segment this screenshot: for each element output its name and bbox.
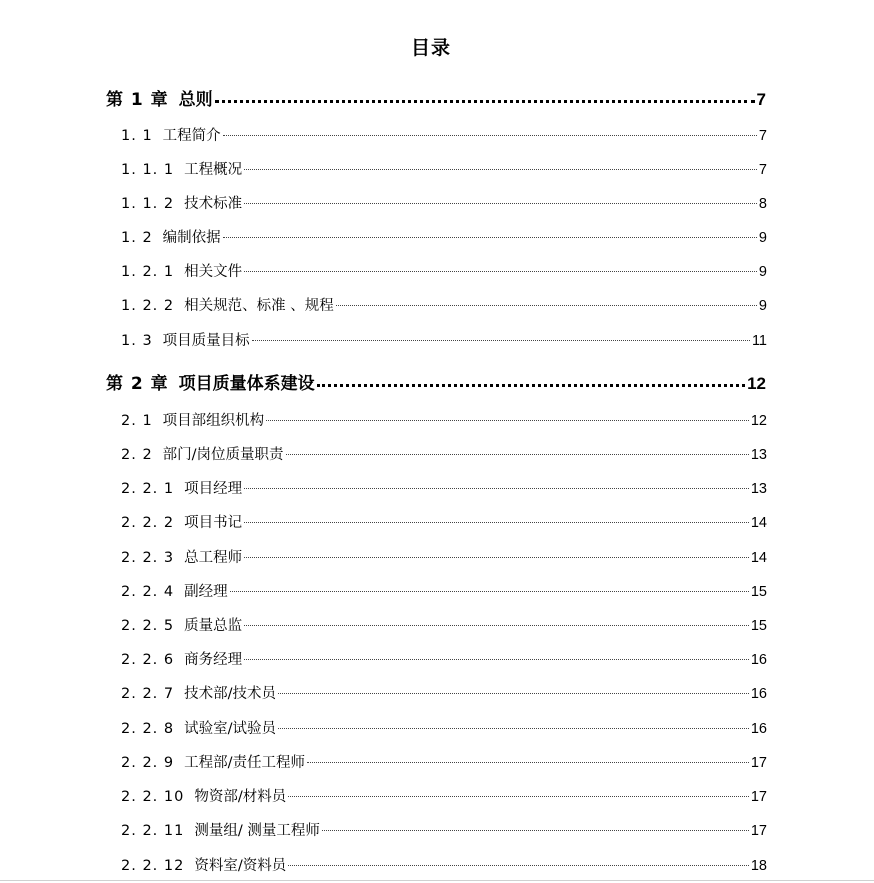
dot-leader (278, 684, 749, 699)
toc-entry-page: 9 (758, 298, 767, 314)
toc-entry-title: 测量组/ 测量工程师 (194, 823, 320, 839)
toc-entry-page: 14 (750, 550, 767, 566)
dot-leader (244, 160, 757, 175)
toc-entry-title: 总则 (178, 90, 213, 110)
dot-leader (278, 719, 749, 734)
dot-leader (252, 331, 750, 346)
toc-entry-number: 1. 3 (121, 333, 153, 349)
toc-entry-title: 项目书记 (184, 515, 243, 531)
toc-entry[interactable] (121, 854, 767, 875)
toc-entry-page: 17 (750, 755, 767, 771)
toc-entry[interactable] (121, 226, 767, 247)
toc-entry-number: 2. 2. 2 (121, 515, 175, 531)
toc-entry-page: 12 (750, 413, 767, 429)
toc-entry[interactable] (121, 477, 767, 498)
toc-entry-number: 2. 2. 12 (121, 858, 185, 874)
toc-entry-page: 7 (758, 128, 767, 144)
toc-entry-chapter[interactable] (106, 85, 766, 110)
toc-entry-number: 2. 2. 1 (121, 481, 175, 497)
toc-entry-page: 16 (750, 652, 767, 668)
toc-entry-number: 2. 2. 11 (121, 823, 185, 839)
dot-leader (223, 126, 757, 141)
toc-entry-title: 项目质量目标 (162, 333, 250, 349)
toc-entry-title: 编制依据 (162, 230, 221, 246)
toc-entry-page: 16 (750, 686, 767, 702)
dot-leader (286, 445, 749, 460)
toc-entry-page: 13 (750, 447, 767, 463)
toc-entry-page: 18 (750, 858, 767, 874)
toc-entry-number: 2. 2. 8 (121, 721, 175, 737)
dot-leader (317, 372, 745, 389)
toc-entry-title: 部门/岗位质量职责 (162, 447, 284, 463)
toc-entry-number: 1. 1 (121, 128, 153, 144)
toc-entry-title: 试验室/试验员 (184, 721, 277, 737)
toc-entry[interactable] (121, 294, 767, 315)
toc-entry-title: 工程简介 (162, 128, 221, 144)
toc-entry-page: 17 (750, 789, 767, 805)
toc-entry-page: 15 (750, 618, 767, 634)
dot-leader (244, 262, 757, 277)
toc-entry-page: 12 (747, 374, 766, 393)
toc-entry-number: 1. 2 (121, 230, 153, 246)
dot-leader (307, 753, 749, 768)
dot-leader (288, 856, 749, 871)
toc-entry[interactable] (121, 648, 767, 669)
toc-entry-page: 11 (751, 333, 767, 349)
toc-entry-title: 项目部组织机构 (162, 413, 265, 429)
toc-entry-number: 2. 2. 4 (121, 584, 175, 600)
toc-entry[interactable] (121, 546, 767, 567)
toc-entry[interactable] (121, 717, 767, 738)
toc-entry-page: 7 (756, 90, 766, 109)
dot-leader (244, 650, 749, 665)
toc-entry-number: 1. 1. 2 (121, 196, 175, 212)
toc-entry-title: 工程概况 (184, 162, 243, 178)
toc-entry-page: 7 (758, 162, 767, 178)
toc-entry-number: 2. 2. 9 (121, 755, 175, 771)
toc-entry[interactable] (121, 614, 767, 635)
toc-entry-number: 2. 1 (121, 413, 153, 429)
toc-entry-number: 1. 1. 1 (121, 162, 175, 178)
toc-entry-page: 9 (758, 264, 767, 280)
toc-entry[interactable] (121, 785, 767, 806)
toc-entry-page: 9 (758, 230, 767, 246)
toc-entry-number: 2. 2. 6 (121, 652, 175, 668)
dot-leader (244, 479, 749, 494)
toc-entry[interactable] (121, 158, 767, 179)
toc-entry-number: 第 1 章 (106, 90, 169, 110)
toc-entry[interactable] (121, 192, 767, 213)
toc-entry-number: 第 2 章 (106, 374, 169, 394)
toc-entry[interactable] (121, 409, 767, 430)
toc-entry-page: 16 (750, 721, 767, 737)
toc-entry-title: 项目经理 (184, 481, 243, 497)
toc-entry-number: 1. 2. 1 (121, 264, 175, 280)
toc-entry[interactable] (121, 511, 767, 532)
dot-leader (244, 194, 757, 209)
toc-entry-number: 2. 2. 7 (121, 686, 175, 702)
toc-entry-number: 2. 2. 3 (121, 550, 175, 566)
toc-entry-title: 副经理 (184, 584, 228, 600)
toc-entry-page: 14 (750, 515, 767, 531)
toc-entry-title: 商务经理 (184, 652, 243, 668)
toc-entry-number: 2. 2. 10 (121, 789, 185, 805)
dot-leader (288, 787, 749, 802)
dot-leader (244, 548, 749, 563)
dot-leader (336, 296, 757, 311)
toc-entry-page: 15 (750, 584, 767, 600)
toc-entry-title: 资料室/资料员 (194, 858, 287, 874)
toc-entry-number: 2. 2. 5 (121, 618, 175, 634)
toc-entry-number: 2. 2 (121, 447, 153, 463)
toc-entry-page: 17 (750, 823, 767, 839)
toc-entry-title: 相关规范、标准 、规程 (184, 298, 334, 314)
toc-entry[interactable] (121, 443, 767, 464)
toc-entry-title: 项目质量体系建设 (178, 374, 315, 394)
toc-entry[interactable] (121, 819, 767, 840)
dot-leader (322, 821, 749, 836)
toc-entry-page: 8 (758, 196, 767, 212)
dot-leader (244, 513, 749, 528)
dot-leader (244, 616, 749, 631)
toc-entry[interactable] (121, 751, 767, 772)
toc-entry[interactable] (121, 124, 767, 145)
toc-entry-title: 质量总监 (184, 618, 243, 634)
dot-leader (266, 411, 749, 426)
toc-entry-title: 技术标准 (184, 196, 243, 212)
toc-entry[interactable] (121, 329, 767, 350)
dot-leader (230, 582, 749, 597)
toc-entry-number: 1. 2. 2 (121, 298, 175, 314)
toc-entry-page: 13 (750, 481, 767, 497)
toc-title: 目录 (410, 37, 451, 59)
toc-entry-title: 技术部/技术员 (184, 686, 277, 702)
dot-leader (215, 88, 755, 105)
toc-entry-title: 物资部/材料员 (194, 789, 287, 805)
toc-entry[interactable] (121, 580, 767, 601)
toc-entry-title: 相关文件 (184, 264, 243, 280)
toc-entry-title: 工程部/责任工程师 (184, 755, 306, 771)
dot-leader (223, 228, 757, 243)
toc-entry[interactable] (121, 682, 767, 703)
toc-entry-chapter[interactable] (106, 369, 766, 394)
page-bottom-divider (0, 880, 874, 881)
toc-entry[interactable] (121, 260, 767, 281)
toc-entry-title: 总工程师 (184, 550, 243, 566)
